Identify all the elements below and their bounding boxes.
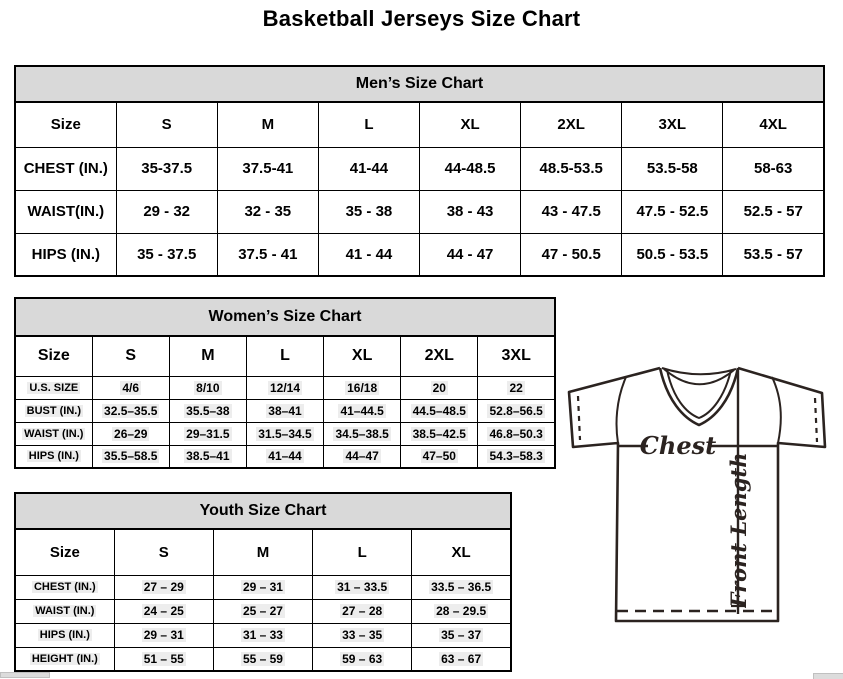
- value-cell: 38.5–42.5: [401, 422, 478, 445]
- column-header: 3XL: [622, 102, 723, 147]
- youth-size-table: [14, 492, 512, 672]
- value-cell: 37.5 - 41: [217, 233, 318, 276]
- value-cell: 44–47: [324, 445, 401, 468]
- column-header: XL: [324, 336, 401, 376]
- table-row: [15, 190, 824, 233]
- table-row: [15, 647, 511, 671]
- column-header: 4XL: [723, 102, 824, 147]
- left-armhole-seam: [617, 377, 626, 443]
- value-cell: 31.5–34.5: [246, 422, 323, 445]
- jersey-measurement-diagram: [556, 358, 843, 636]
- value-cell: 24 – 25: [114, 599, 213, 623]
- column-header: 2XL: [521, 102, 622, 147]
- mens-size-chart: [14, 65, 825, 277]
- value-cell: 41–44.5: [324, 399, 401, 422]
- page-title: Basketball Jerseys Size Chart: [262, 6, 581, 31]
- row-label: CHEST (IN.): [15, 575, 114, 599]
- column-header: M: [217, 102, 318, 147]
- value-cell: 51 – 55: [114, 647, 213, 671]
- value-cell: 38.5–41: [169, 445, 246, 468]
- right-cuff-dashed-line: [815, 398, 817, 442]
- row-label: HEIGHT (IN.): [15, 647, 114, 671]
- value-cell: 50.5 - 53.5: [622, 233, 723, 276]
- value-cell: 35 - 38: [318, 190, 419, 233]
- value-cell: 29–31.5: [169, 422, 246, 445]
- value-cell: 8/10: [169, 376, 246, 399]
- value-cell: 47–50: [401, 445, 478, 468]
- column-header: S: [114, 529, 213, 575]
- table-title: Youth Size Chart: [15, 493, 511, 529]
- row-label: WAIST (IN.): [15, 599, 114, 623]
- value-cell: 33.5 – 36.5: [412, 575, 511, 599]
- value-cell: 29 – 31: [114, 623, 213, 647]
- value-cell: 58-63: [723, 147, 824, 190]
- value-cell: 35 – 37: [412, 623, 511, 647]
- value-cell: 29 - 32: [116, 190, 217, 233]
- value-cell: 53.5-58: [622, 147, 723, 190]
- value-cell: 41–44: [246, 445, 323, 468]
- column-header: XL: [420, 102, 521, 147]
- row-label: BUST (IN.): [15, 399, 92, 422]
- table-row: [15, 599, 511, 623]
- value-cell: 28 – 29.5: [412, 599, 511, 623]
- column-header: M: [169, 336, 246, 376]
- value-cell: 27 – 28: [313, 599, 412, 623]
- collar-top-arc: [662, 368, 736, 374]
- value-cell: 41-44: [318, 147, 419, 190]
- value-cell: 63 – 67: [412, 647, 511, 671]
- column-header: L: [313, 529, 412, 575]
- value-cell: 38–41: [246, 399, 323, 422]
- column-header: 3XL: [478, 336, 555, 376]
- value-cell: 35-37.5: [116, 147, 217, 190]
- table-row: [15, 399, 555, 422]
- value-cell: 35 - 37.5: [116, 233, 217, 276]
- value-cell: 35.5–38: [169, 399, 246, 422]
- value-cell: 55 – 59: [213, 647, 312, 671]
- value-cell: 47 - 50.5: [521, 233, 622, 276]
- womens-size-chart: [14, 297, 556, 469]
- value-cell: 22: [478, 376, 555, 399]
- row-label: WAIST (IN.): [15, 422, 92, 445]
- column-header: L: [246, 336, 323, 376]
- value-cell: 16/18: [324, 376, 401, 399]
- column-header: Size: [15, 336, 92, 376]
- horizontal-scrollbar-fragment[interactable]: [0, 672, 50, 678]
- column-header: S: [92, 336, 169, 376]
- mens-size-table: [14, 65, 825, 277]
- value-cell: 44 - 47: [420, 233, 521, 276]
- column-header: M: [213, 529, 312, 575]
- column-header: S: [116, 102, 217, 147]
- column-header: Size: [15, 102, 116, 147]
- value-cell: 29 – 31: [213, 575, 312, 599]
- womens-size-table: [14, 297, 556, 469]
- front-length-label: Front Length: [726, 452, 751, 608]
- value-cell: 4/6: [92, 376, 169, 399]
- table-row: [15, 575, 511, 599]
- value-cell: 47.5 - 52.5: [622, 190, 723, 233]
- value-cell: 43 - 47.5: [521, 190, 622, 233]
- column-header: XL: [412, 529, 511, 575]
- value-cell: 52.5 - 57: [723, 190, 824, 233]
- row-label: HIPS (IN.): [15, 233, 116, 276]
- table-title: Men’s Size Chart: [15, 66, 824, 102]
- table-row: [15, 376, 555, 399]
- table-row: [15, 623, 511, 647]
- table-row: [15, 147, 824, 190]
- row-label: HIPS (IN.): [15, 623, 114, 647]
- value-cell: 38 - 43: [420, 190, 521, 233]
- table-title: Women’s Size Chart: [15, 298, 555, 336]
- value-cell: 44.5–48.5: [401, 399, 478, 422]
- value-cell: 25 – 27: [213, 599, 312, 623]
- column-header: 2XL: [401, 336, 478, 376]
- value-cell: 20: [401, 376, 478, 399]
- value-cell: 48.5-53.5: [521, 147, 622, 190]
- column-header: Size: [15, 529, 114, 575]
- column-header: L: [318, 102, 419, 147]
- row-label: WAIST(IN.): [15, 190, 116, 233]
- value-cell: 26–29: [92, 422, 169, 445]
- value-cell: 37.5-41: [217, 147, 318, 190]
- row-label: HIPS (IN.): [15, 445, 92, 468]
- value-cell: 53.5 - 57: [723, 233, 824, 276]
- value-cell: 31 – 33: [213, 623, 312, 647]
- value-cell: 32.5–35.5: [92, 399, 169, 422]
- scrollbar-corner-fragment[interactable]: [813, 673, 843, 679]
- value-cell: 44-48.5: [420, 147, 521, 190]
- value-cell: 59 – 63: [313, 647, 412, 671]
- table-row: [15, 422, 555, 445]
- row-label: U.S. SIZE: [15, 376, 92, 399]
- value-cell: 35.5–58.5: [92, 445, 169, 468]
- chest-label: Chest: [639, 431, 717, 460]
- value-cell: 31 – 33.5: [313, 575, 412, 599]
- value-cell: 32 - 35: [217, 190, 318, 233]
- value-cell: 54.3–58.3: [478, 445, 555, 468]
- value-cell: 33 – 35: [313, 623, 412, 647]
- youth-size-chart: [14, 492, 512, 672]
- value-cell: 12/14: [246, 376, 323, 399]
- left-cuff-dashed-line: [578, 396, 580, 440]
- table-row: [15, 233, 824, 276]
- value-cell: 34.5–38.5: [324, 422, 401, 445]
- value-cell: 52.8–56.5: [478, 399, 555, 422]
- value-cell: 27 – 29: [114, 575, 213, 599]
- row-label: CHEST (IN.): [15, 147, 116, 190]
- jersey-outline: [569, 368, 825, 621]
- value-cell: 41 - 44: [318, 233, 419, 276]
- table-row: [15, 445, 555, 468]
- right-armhole-seam: [772, 377, 781, 443]
- value-cell: 46.8–50.3: [478, 422, 555, 445]
